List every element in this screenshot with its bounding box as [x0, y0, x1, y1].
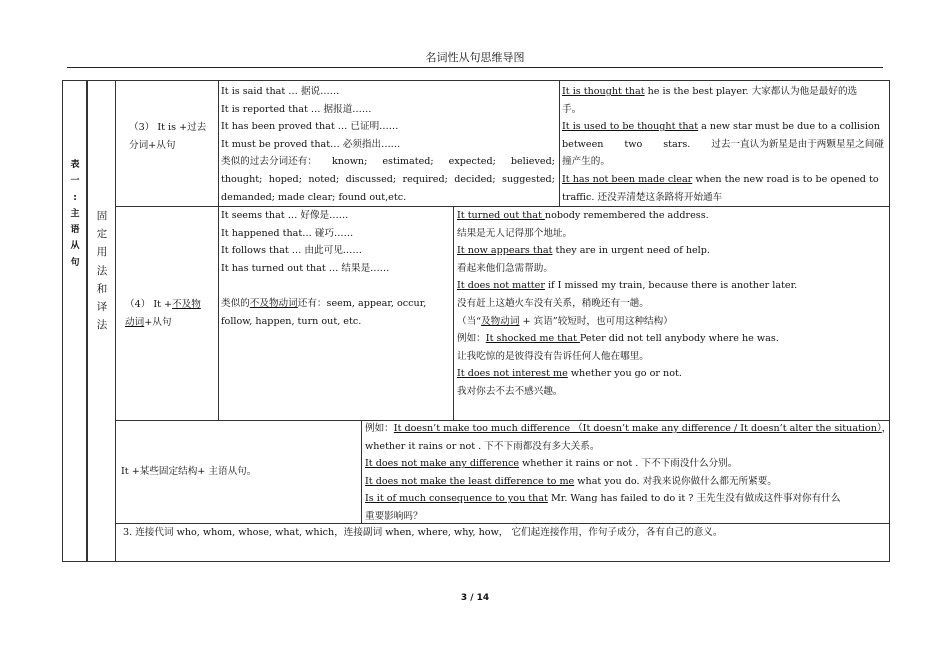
example-line: 看起来他们急需帮助。 [457, 262, 553, 274]
usage-label-char: 译 [96, 301, 108, 314]
example-line: It does not interest me whether you go or not. [457, 368, 682, 380]
usage-label-char: 用 [96, 246, 108, 259]
row3-patterns [221, 83, 555, 206]
table-divider [115, 81, 116, 561]
pattern-line: It is said that … 据说…… [221, 86, 340, 97]
pattern-line: It has turned out that … 结果是…… [221, 262, 390, 274]
pattern-line: follow, happen, turn out, etc. [221, 315, 362, 327]
example-line: between two stars. 过去一直认为新星是由于两颗星星之间碰 [562, 138, 884, 150]
list-word: known; [331, 156, 368, 168]
example-line: It now appears that they are in urgent need of help. [457, 245, 710, 257]
row3-label-line: 分词+从句 [129, 139, 176, 151]
example-line: 例如：It shocked me that Peter did not tell anybody where he was. [457, 333, 779, 345]
pattern-line: It happened that… 碰巧…… [221, 227, 354, 239]
row5-label: It +某些固定结构+ 主语从句。 [121, 466, 257, 477]
pattern-line: It follows that … 由此可见…… [221, 245, 362, 257]
row3-label-line: （3） It is +过去 [129, 122, 207, 133]
list-word: discussed; [345, 173, 397, 185]
pattern-line: It must be proved that… 必须指出…… [221, 138, 401, 150]
page-separator: / [470, 593, 474, 603]
example-line: whether it rains or not . 下不下雨都没有多大关系。 [365, 440, 600, 452]
list-word: required; [402, 173, 448, 185]
pattern-line: It seems that … 好像是…… [221, 210, 349, 221]
row5-examples [365, 420, 892, 526]
section-label-char: 表 [70, 160, 80, 170]
section-label-char: 一 [70, 176, 80, 187]
section-label-char: 主 [70, 208, 80, 219]
list-word: hoped; [268, 173, 302, 185]
example-line: Is it of much consequence to you that Mr. Wang has failed to do it ? 王先生没有做成这件事对你有什么 [365, 493, 841, 505]
row6-connectives: 3. 连接代词 who, whom, whose, what, which，连接副词 when, where, why, how， 它们起连接作用，作句子成分，各有自己的意义。 [123, 527, 723, 538]
example-line: 我对你去不去不感兴趣。 [457, 385, 563, 397]
section-label-char: 句 [70, 257, 80, 268]
row4-examples [457, 207, 887, 401]
example-line: It is thought that he is the best player. 大家都认为他是最好的选 [562, 86, 858, 97]
example-line: 手。 [562, 103, 582, 115]
section-label-char: 从 [70, 241, 80, 252]
table-divider [559, 81, 560, 206]
example-line: 重要影响吗？ [365, 510, 423, 522]
page-number [0, 593, 950, 603]
grammar-table [62, 80, 890, 562]
list-word: estimated; [382, 156, 434, 168]
row3-label [129, 119, 217, 154]
list-word: 类似的过去分词还有： [221, 156, 317, 168]
example-line: 例如：It doesn’t make too much difference （It doesn’t make any difference / It doesn’t alter the situation）， [365, 423, 892, 434]
list-word: thought; [221, 173, 263, 185]
usage-label-column [90, 207, 114, 334]
similar-participles-line [221, 153, 555, 171]
usage-label-char: 法 [96, 319, 108, 332]
row4-label: （4） It +不及物 动词+从句 [125, 299, 201, 328]
example-line: It does not matter if I missed my train, because there is another later. [457, 280, 798, 292]
section-label-column [65, 157, 85, 271]
header-rule [67, 67, 883, 68]
example-line: 撞产生的。 [562, 156, 610, 168]
table-divider [361, 420, 362, 523]
list-word: believed; [510, 156, 555, 168]
usage-label-char: 固 [96, 210, 108, 222]
usage-label-char: 和 [96, 282, 108, 295]
example-line: It does not make any difference whether it rains or not . 下不下雨没什么分别。 [365, 458, 738, 470]
example-line: It turned out that nobody remembered the address. [457, 210, 709, 221]
table-divider [87, 81, 88, 561]
example-line: It is used to be thought that a new star must be due to a collision [562, 121, 880, 133]
example-line: It does not make the least difference to me what you do. 对我来说你做什么都无所紧要。 [365, 475, 777, 487]
document-header-title: 名词性从句思维导图 [425, 51, 525, 64]
row3-examples [562, 83, 884, 206]
list-word: expected; [448, 156, 496, 168]
pattern-line: It is reported that … 据报道…… [221, 103, 372, 115]
usage-label-char: 定 [96, 228, 108, 241]
pattern-line: It has been proved that … 已证明…… [221, 121, 399, 133]
example-line: traffic. 还没弄清楚这条路将开始通车 [562, 191, 723, 203]
row4-patterns [221, 207, 451, 330]
usage-label-char: 法 [96, 264, 108, 277]
example-line: 结果是无人记得那个地址。 [457, 227, 573, 239]
table-divider [453, 206, 454, 420]
list-word: suggested; [502, 173, 555, 185]
list-word: noted; [308, 173, 340, 185]
pattern-line: 类似的不及物动词还有：seem, appear, occur, [221, 297, 427, 309]
example-line: 没有赶上这趟火车没有关系，稍晚还有一趟。 [457, 297, 649, 309]
page-total: 14 [476, 593, 490, 603]
example-line: 让我吃惊的是彼得没有告诉任何人他在哪里。 [457, 350, 649, 362]
example-line: It has not been made clear when the new road is to be opened to [562, 173, 879, 185]
section-label-char: : [73, 192, 77, 203]
pattern-line: demanded; made clear; found out,etc. [221, 191, 407, 203]
page-current: 3 [460, 593, 468, 603]
list-word: decided; [454, 173, 496, 185]
section-label-char: 语 [70, 225, 80, 236]
table-divider [218, 81, 219, 420]
example-note: （当“及物动词 + 宾语”较短时，也可用这种结构） [457, 315, 673, 327]
similar-participles-line [221, 171, 555, 189]
